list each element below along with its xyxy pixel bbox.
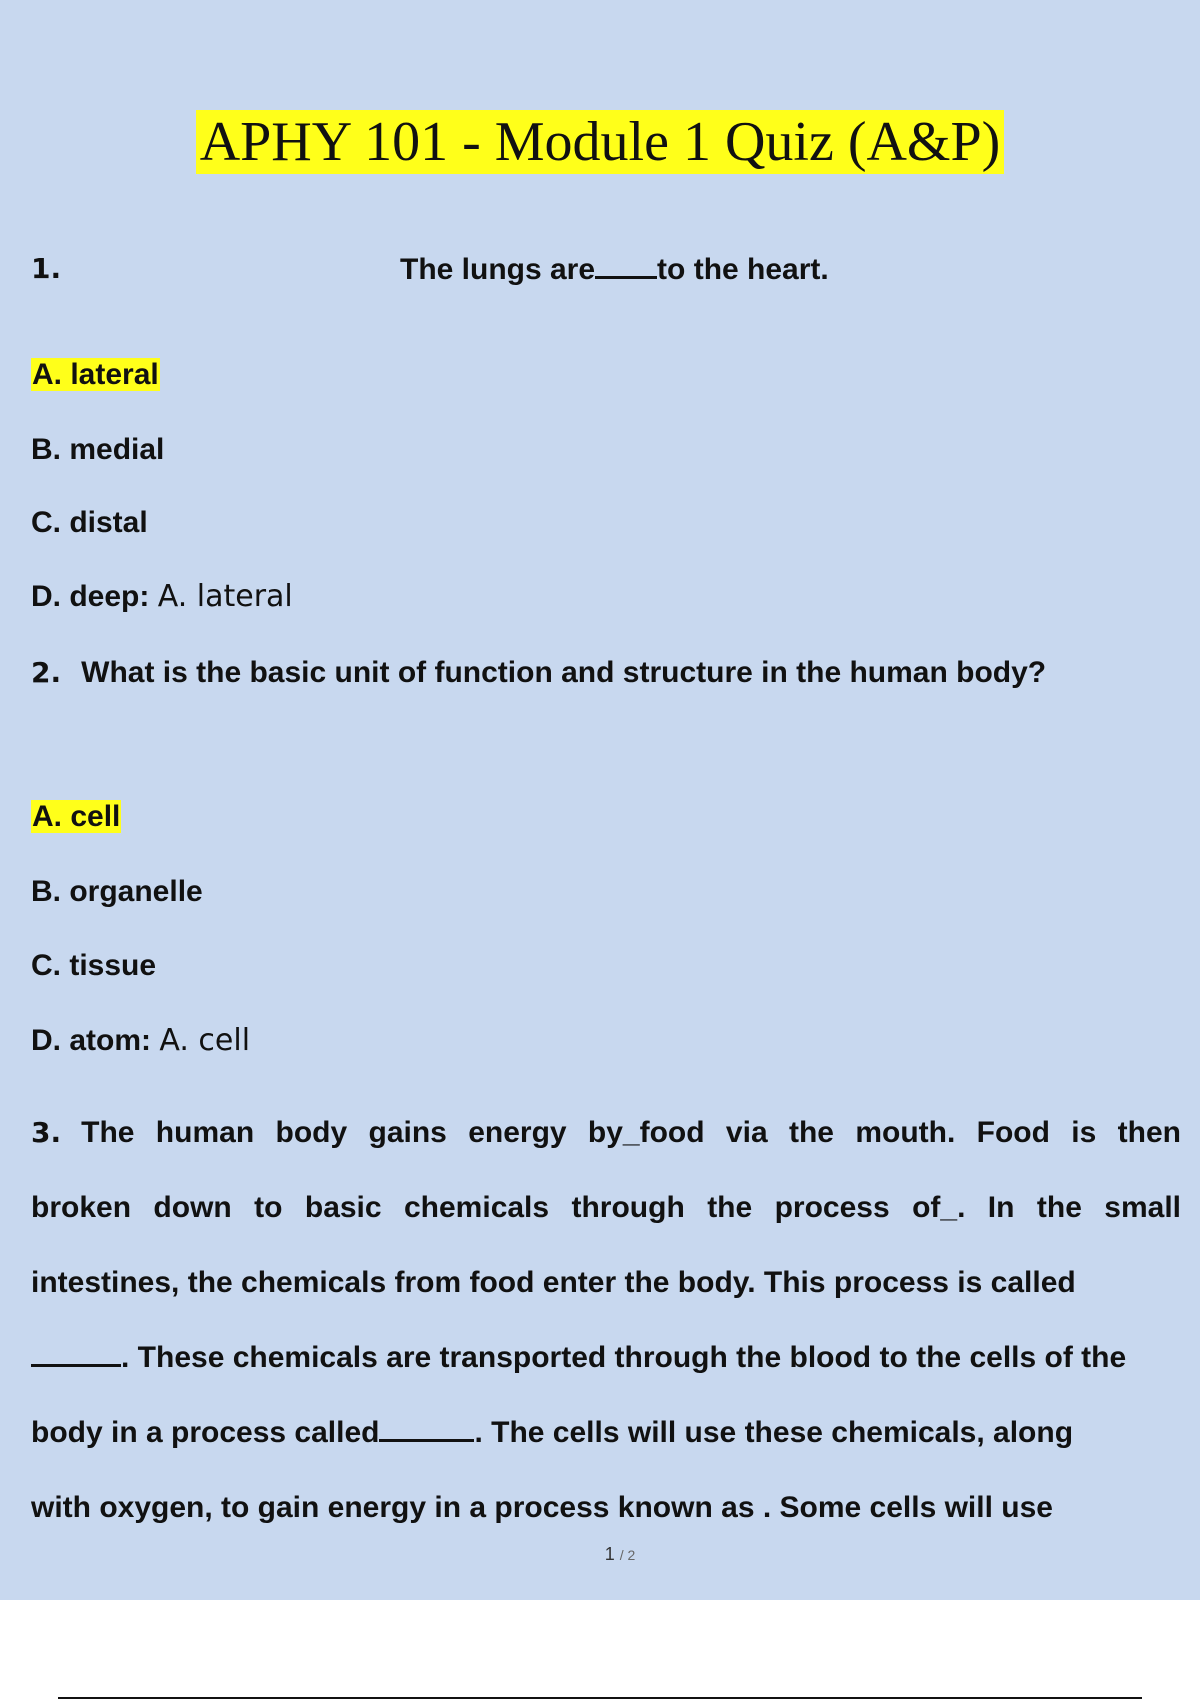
question-1-stem — [400, 252, 829, 287]
page-divider — [58, 1697, 1142, 1699]
question-3-text: body in a process called — [31, 1416, 380, 1449]
question-2-option-d — [31, 1023, 250, 1059]
question-3-text: . The cells will use these chemicals, along — [474, 1416, 1074, 1449]
question-3-text: . These chemicals are transported through the blood to the cells of the — [121, 1341, 1127, 1374]
question-1-number: 1. — [31, 252, 62, 285]
question-3-number: 3. — [31, 1116, 62, 1149]
blank-line — [595, 252, 657, 279]
page-title: APHY 101 - Module 1 Quiz (A&P) — [196, 110, 1005, 174]
question-1-option-b: B. medial — [31, 433, 165, 466]
question-1-answer: A. lateral — [157, 579, 293, 614]
question-2-option-a — [31, 799, 121, 835]
question-1-option-a — [31, 357, 160, 393]
option-d-label: D. atom: — [31, 1024, 151, 1057]
question-3-line — [31, 1320, 1181, 1395]
question-3-line: broken down to basic chemicals through the process of_. In the small — [31, 1191, 1181, 1224]
question-3-line: intestines, the chemicals from food enter the body. This process is called — [31, 1266, 1076, 1299]
question-2-stem: What is the basic unit of function and structure in the human body? — [81, 656, 1047, 689]
question-1-stem-end: to the heart. — [657, 253, 829, 286]
title-container — [0, 110, 1200, 174]
total-pages: / 2 — [619, 1547, 636, 1563]
blank-line — [379, 1415, 474, 1442]
question-3-line — [31, 1095, 1181, 1170]
question-3 — [31, 1095, 1181, 1545]
question-2-option-b: B. organelle — [31, 875, 203, 908]
highlighted-option-label: A. cell — [32, 800, 121, 833]
question-3-line — [31, 1395, 1181, 1470]
question-1-option-d — [31, 579, 293, 615]
blank-line — [31, 1340, 121, 1367]
current-page: 1 — [604, 1544, 615, 1564]
question-1-stem-start: The lungs are — [400, 253, 596, 286]
question-2-answer: A. cell — [159, 1023, 251, 1058]
highlighted-option-label: A. lateral — [32, 358, 159, 391]
question-3-line: with oxygen, to gain energy in a process known as . Some cells will use — [31, 1491, 1053, 1524]
question-3-text: The human body gains energy by_food via the mouth. Food is then — [81, 1116, 1181, 1149]
question-2-option-c: C. tissue — [31, 949, 157, 982]
question-2-number: 2. — [31, 656, 62, 689]
option-d-label: D. deep: — [31, 580, 150, 613]
page-indicator — [0, 1544, 1200, 1565]
question-1-option-c: C. distal — [31, 506, 148, 539]
question-2 — [31, 655, 1046, 691]
